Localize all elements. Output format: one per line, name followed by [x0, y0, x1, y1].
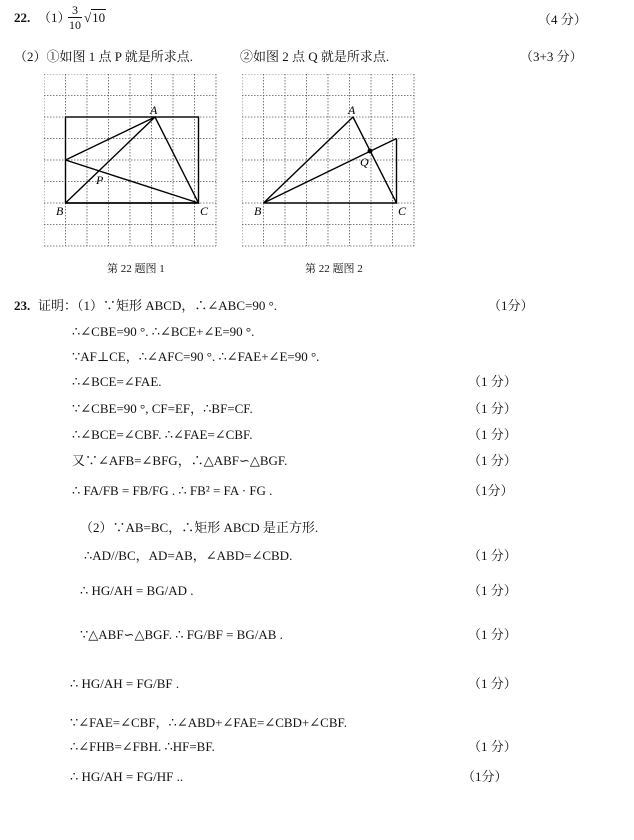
figure-1-label-b: B [56, 204, 64, 218]
figure-2-line-bd [264, 139, 397, 204]
q23-score: （1 分） [468, 548, 517, 563]
figure-2-label-q: Q [360, 155, 369, 169]
q22-figure-1 [44, 74, 224, 249]
q23-proof-line: ∵AF⊥CE，∴∠AFC=90 °. ∴∠FAE+∠E=90 °. [72, 349, 320, 364]
q23-proof-line: ∴∠BCE=∠FAE. [72, 374, 162, 389]
q23-score: （1 分） [468, 401, 517, 416]
q23-score: （1 分） [468, 583, 517, 598]
q23-score: （1 分） [468, 453, 517, 468]
q23-proof-line: ∴∠FHB=∠FBH. ∴HF=BF. [70, 739, 215, 754]
q23-proof-line: ∴∠CBE=90 °. ∴∠BCE+∠E=90 °. [72, 324, 255, 339]
q22-number: 22. [14, 10, 31, 25]
q23-score: （1 分） [468, 374, 517, 389]
figure-1-line-1 [66, 117, 156, 160]
q23-proof-line: ∵△ABF∽△BGF. ∴ FG/BF = BG/AB . [80, 627, 283, 642]
q22-fraction-denominator: 10 [69, 18, 81, 32]
q23-score: （1分） [468, 483, 514, 498]
q22-part1-label: （1） [38, 10, 71, 25]
q23-number: 23. [14, 298, 31, 313]
q23-proof-line: ∴ HG/AH = BG/AD . [80, 583, 194, 598]
q23-proof-line: ∵∠CBE=90 °, CF=EF，∴BF=CF. [72, 401, 253, 416]
q22-figure-2-caption: 第 22 题图 2 [305, 263, 363, 275]
q23-proof-line: ∴AD//BC，AD=AB，∠ABD=∠CBD. [84, 548, 293, 563]
q23-score: （1 分） [468, 427, 517, 442]
q22-radicand: 10 [92, 10, 106, 25]
figure-2-point-q [368, 149, 373, 154]
figure-2-label-b: B [254, 204, 262, 218]
q23-proof-line: ∴∠BCE=∠CBF. ∴∠FAE=∠CBF. [72, 427, 253, 442]
figure-2-grid [242, 74, 414, 246]
q22-part2-score: （3+3 分） [520, 49, 583, 64]
q22-fraction-numerator: 3 [72, 3, 78, 17]
q22-part1-score: （4 分） [538, 12, 587, 27]
figure-1-label-a: A [150, 103, 158, 117]
q22-part2-right: ②如图 2 点 Q 就是所求点. [240, 49, 390, 64]
q22-figure-1-caption: 第 22 题图 1 [107, 263, 165, 275]
q23-proof-line: ∵∠FAE=∠CBF，∴∠ABD+∠FAE=∠CBD+∠CBF. [70, 715, 347, 730]
q23-proof-line: 证明：（1）∵矩形 ABCD，∴∠ABC=90 °. [38, 298, 278, 313]
radical-sign: √ [84, 10, 92, 25]
q23-proof-line: ∴ FA/FB = FB/FG . ∴ FB² = FA · FG . [72, 483, 273, 498]
q23-score: （1 分） [468, 739, 517, 754]
q23-score: （1分） [462, 769, 508, 784]
figure-1-label-c: C [200, 204, 209, 218]
q23-proof-line: ∴ HG/AH = FG/HF .. [70, 769, 184, 784]
figure-1-line-2 [66, 160, 199, 203]
q23-proof-line: 又∵∠AFB=∠BFG，∴△ABF∽△BGF. [72, 453, 288, 468]
q23-score: （1 分） [468, 676, 517, 691]
q22-part2-left: （2）①如图 1 点 P 就是所求点. [14, 49, 193, 64]
figure-1-grid [44, 74, 216, 246]
q23-score: （1 分） [468, 627, 517, 642]
figure-1-label-p: P [96, 173, 104, 187]
figure-2-label-c: C [398, 204, 407, 218]
q23-score: （1分） [488, 298, 534, 313]
q23-proof-line: （2）∵AB=BC，∴矩形 ABCD 是正方形. [80, 520, 319, 535]
q22-figure-2 [242, 74, 422, 249]
figure-2-label-a: A [348, 103, 356, 117]
q23-proof-line: ∴ HG/AH = FG/BF . [70, 676, 180, 691]
q22-part1-answer [66, 3, 106, 32]
q22-fraction [68, 3, 82, 32]
